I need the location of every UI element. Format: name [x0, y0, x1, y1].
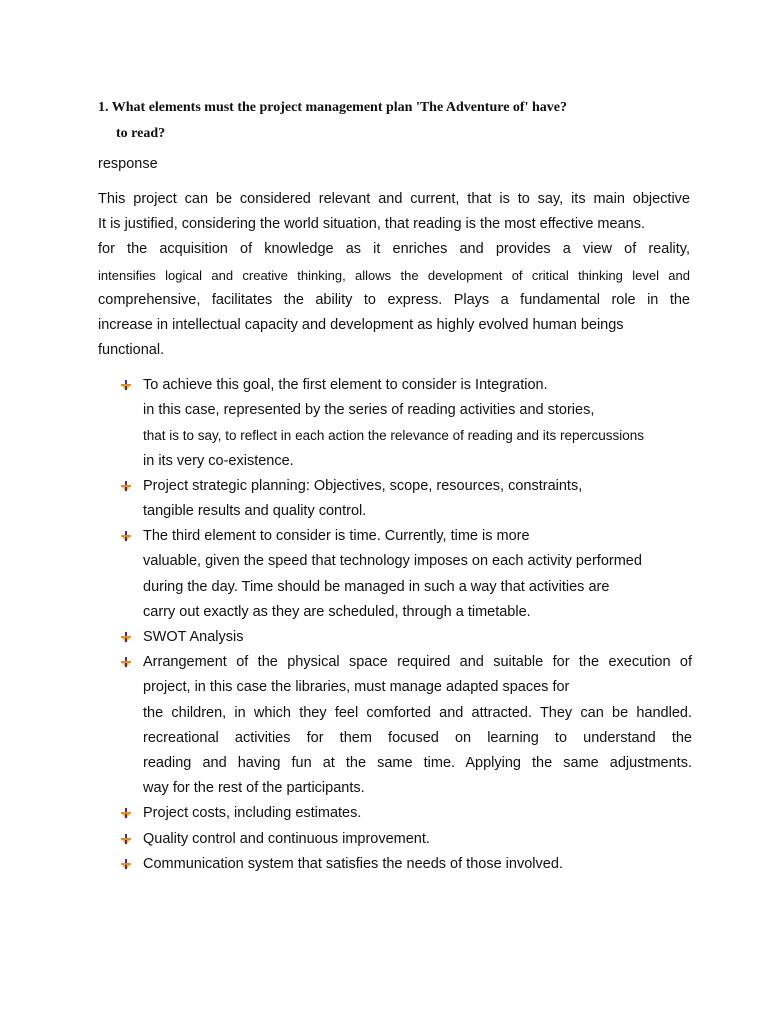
arrow-down-bullet-icon [120, 657, 132, 669]
bullet-line: Project costs, including estimates. [143, 805, 362, 822]
list-item [120, 650, 692, 801]
arrow-down-bullet-icon [120, 380, 132, 392]
list-item [120, 827, 692, 852]
bullet-line: Quality control and continuous improvement. [143, 830, 430, 847]
question-line-1: 1. What elements must the project management plan 'The Adventure of' have? [98, 100, 567, 115]
list-item [120, 625, 692, 650]
question-heading [98, 95, 698, 147]
paragraph-line: This project can be considered relevant and current, that is to say, its main objective [98, 191, 690, 207]
arrow-down-bullet-icon [120, 481, 132, 493]
paragraph-line: for the acquisition of knowledge as it enriches and provides a view of reality, [98, 241, 690, 258]
bullet-line: way for the rest of the participants. [143, 780, 365, 797]
bullet-line: that is to say, to reflect in each action the relevance of reading and its repercussions [143, 428, 645, 444]
elements-bullet-list [120, 373, 692, 877]
paragraph-line: intensifies logical and creative thinking, allows the development of critical thinking level and [98, 267, 690, 283]
bullet-line: during the day. Time should be managed in such a way that activities are [143, 578, 610, 595]
intro-paragraph [98, 187, 690, 363]
arrow-down-bullet-icon [120, 859, 132, 871]
bullet-line: in this case, represented by the series of reading activities and stories, [143, 402, 595, 419]
bullet-line: tangible results and quality control. [143, 503, 367, 520]
arrow-down-bullet-icon [120, 834, 132, 846]
bullet-line: Communication system that satisfies the needs of those involved. [143, 855, 563, 872]
bullet-line: SWOT Analysis [143, 629, 244, 646]
list-item [120, 474, 692, 524]
bullet-line: The third element to consider is time. Currently, time is more [143, 528, 530, 545]
arrow-down-bullet-icon [120, 808, 132, 820]
list-item [120, 852, 692, 877]
bullet-line: project, in this case the libraries, must manage adapted spaces for [143, 679, 570, 696]
paragraph-line: It is justified, considering the world situation, that reading is the most effective means. [98, 216, 645, 233]
paragraph-line: functional. [98, 342, 165, 359]
bullet-line: in its very co-existence. [143, 452, 294, 469]
bullet-line: Project strategic planning: Objectives, scope, resources, constraints, [143, 477, 583, 494]
paragraph-line: comprehensive, facilitates the ability to express. Plays a fundamental role in the [98, 291, 690, 308]
bullet-line: recreational activities for them focused on learning to understand the [143, 729, 692, 746]
list-item [120, 524, 692, 625]
bullet-line: reading and having fun at the same time. Applying the same adjustments. [143, 755, 692, 772]
list-item [120, 801, 692, 826]
question-line-2: to read? [116, 126, 166, 141]
bullet-line: To achieve this goal, the first element to consider is Integration. [143, 377, 548, 393]
bullet-line: the children, in which they feel comforted and attracted. They can be handled. [143, 704, 692, 721]
bullet-line: carry out exactly as they are scheduled, through a timetable. [143, 603, 531, 620]
bullet-line: valuable, given the speed that technology imposes on each activity performed [143, 553, 642, 570]
list-item [120, 373, 692, 474]
paragraph-line: increase in intellectual capacity and development as highly evolved human beings [98, 317, 624, 334]
arrow-down-bullet-icon [120, 632, 132, 644]
arrow-down-bullet-icon [120, 531, 132, 543]
bullet-line: Arrangement of the physical space required and suitable for the execution of [143, 654, 692, 671]
response-label: response [98, 156, 158, 172]
